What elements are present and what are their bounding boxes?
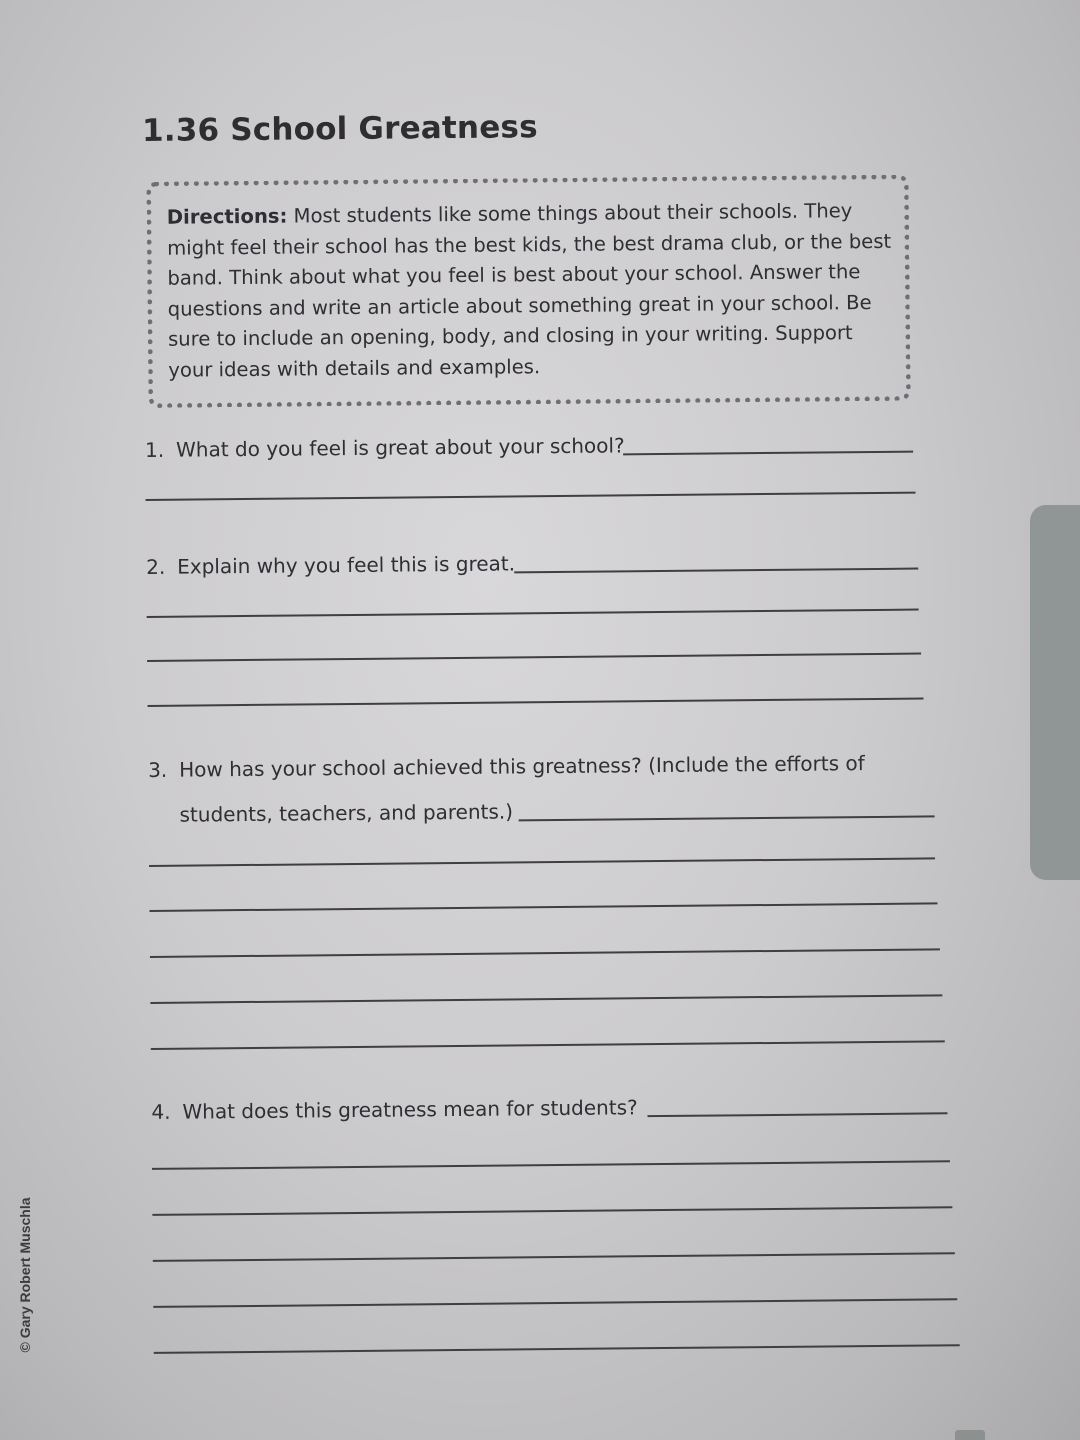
- question-3-number: 3.: [148, 757, 168, 782]
- directions-text: [167, 196, 899, 387]
- answer-line[interactable]: [647, 1112, 947, 1117]
- answer-line[interactable]: [150, 948, 940, 958]
- answer-line[interactable]: [151, 1040, 945, 1050]
- directions-label: Directions:: [166, 204, 288, 229]
- question-2: [146, 551, 515, 579]
- question-3-continuation: students, teachers, and parents.): [179, 799, 514, 827]
- copyright-notice: [14, 1185, 36, 1365]
- answer-line[interactable]: [149, 902, 937, 912]
- answer-line[interactable]: [150, 994, 942, 1004]
- answer-line[interactable]: [147, 609, 919, 618]
- question-2-text: Explain why you feel this is great.: [177, 551, 516, 579]
- answer-line[interactable]: [623, 451, 913, 456]
- answer-line[interactable]: [153, 1252, 955, 1262]
- question-3-text: How has your school achieved this greatness? (Include the efforts of: [179, 751, 865, 782]
- answer-line[interactable]: [146, 492, 916, 501]
- answer-line[interactable]: [154, 1344, 960, 1354]
- question-4-text: What does this greatness mean for students?: [182, 1095, 638, 1124]
- answer-line[interactable]: [152, 1206, 952, 1216]
- answer-line[interactable]: [514, 568, 918, 574]
- question-3: [148, 751, 865, 782]
- answer-line[interactable]: [148, 698, 924, 707]
- answer-line[interactable]: [152, 1160, 950, 1170]
- question-1-text: What do you feel is great about your school?: [175, 433, 625, 462]
- question-4-number: 4.: [151, 1099, 171, 1124]
- answer-line[interactable]: [147, 653, 921, 662]
- copyright-text: © Gary Robert Muschla: [17, 1197, 33, 1353]
- question-4: [151, 1095, 637, 1124]
- answer-line[interactable]: [153, 1298, 957, 1308]
- answer-line[interactable]: [519, 815, 935, 821]
- answer-line[interactable]: [149, 857, 935, 867]
- question-2-number: 2.: [146, 554, 166, 579]
- question-1-number: 1.: [144, 437, 165, 462]
- page-title: 1.36 School Greatness: [141, 109, 538, 149]
- question-1: [145, 433, 625, 462]
- directions-body: Most students like some things about their schools. They might feel their school has the best kids, the best drama club, or the best band. Think about what you feel is best about your school. Answer the questions and write an article about something great in your school. Be sure to include an opening, body, and closing in your writing. Support your ideas with details and examples.: [167, 199, 892, 382]
